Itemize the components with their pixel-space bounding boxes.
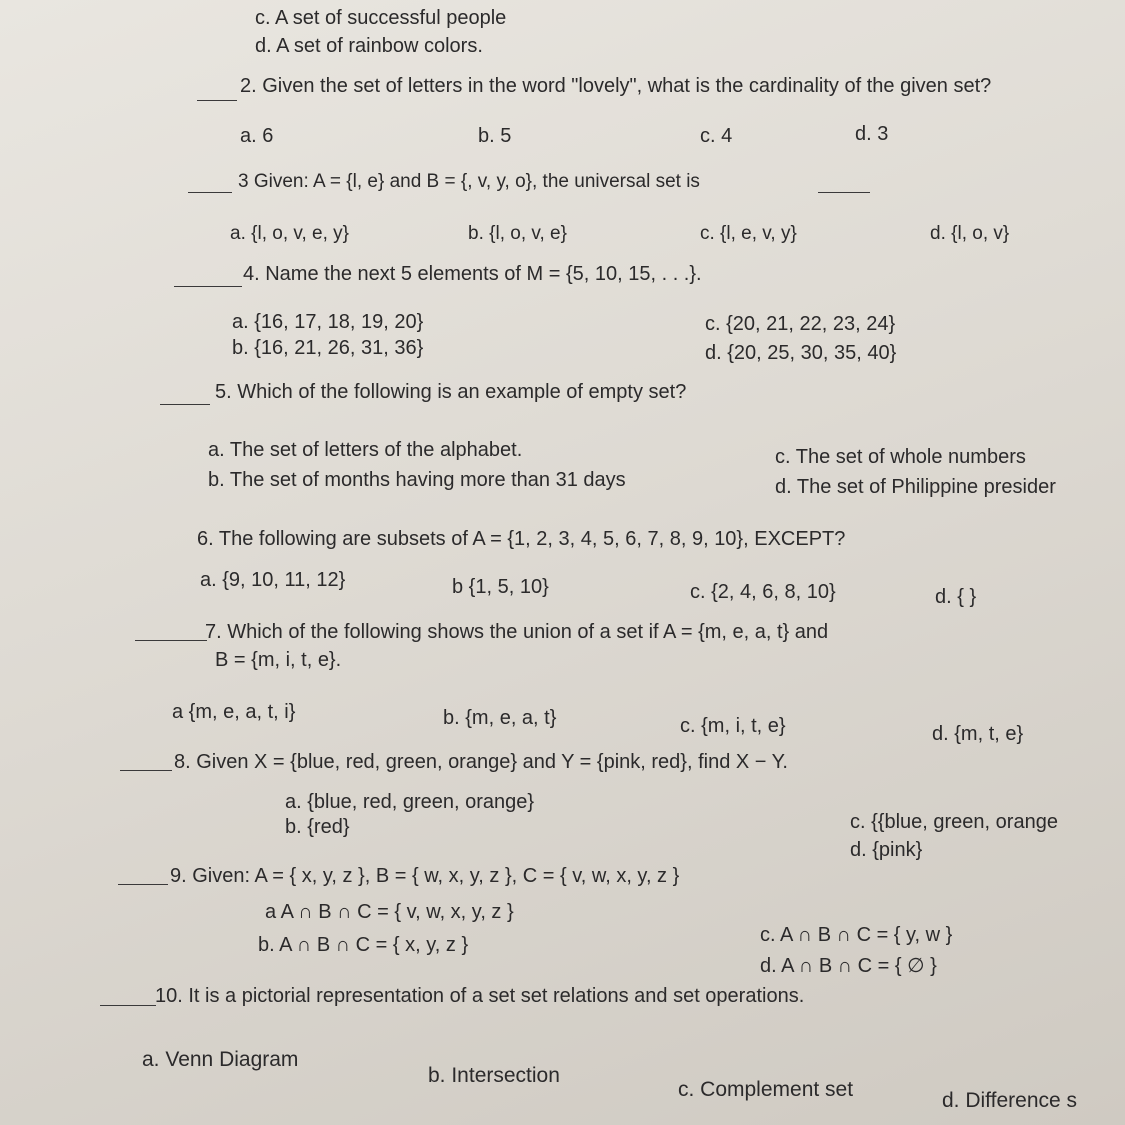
q2-option-b: b. 5 (478, 125, 512, 147)
q6-option-d: d. { } (935, 586, 977, 608)
answer-blank-7[interactable] (135, 640, 207, 641)
answer-blank-3a[interactable] (188, 192, 232, 193)
answer-blank-2[interactable] (197, 100, 237, 101)
q4-option-c: c. {20, 21, 22, 23, 24} (705, 313, 896, 335)
q5-option-a: a. The set of letters of the alphabet. (208, 439, 523, 461)
question-3: 3 Given: A = {l, e} and B = {, v, y, o}, the universal set is (238, 171, 700, 192)
question-7-line-2: B = {m, i, t, e}. (215, 649, 342, 671)
q7-option-c: c. {m, i, t, e} (680, 715, 786, 737)
q8-option-a: a. {blue, red, green, orange} (285, 791, 535, 813)
question-8: 8. Given X = {blue, red, green, orange} and Y = {pink, red}, find X − Y. (174, 751, 788, 773)
q5-option-d: d. The set of Philippine presider (775, 476, 1056, 498)
q10-option-b: b. Intersection (428, 1064, 560, 1087)
answer-blank-4[interactable] (174, 286, 242, 287)
answer-blank-8[interactable] (120, 770, 172, 771)
question-4: 4. Name the next 5 elements of M = {5, 10, 15, . . .}. (243, 263, 702, 285)
q9-option-d: d. A ∩ B ∩ C = { ∅ } (760, 955, 937, 977)
q3-option-a: a. {l, o, v, e, y} (230, 223, 349, 244)
q2-option-a: a. 6 (240, 125, 274, 147)
q9-option-b: b. A ∩ B ∩ C = { x, y, z } (258, 934, 469, 956)
q4-option-a: a. {16, 17, 18, 19, 20} (232, 311, 424, 333)
question-10: 10. It is a pictorial representation of a set set relations and set operations. (155, 985, 805, 1007)
q10-option-d: d. Difference s (942, 1089, 1078, 1112)
q5-option-c: c. The set of whole numbers (775, 446, 1026, 468)
q8-option-b: b. {red} (285, 816, 350, 838)
q2-option-d: d. 3 (855, 123, 889, 145)
question-2: 2. Given the set of letters in the word "lovely", what is the cardinality of the given set? (240, 75, 992, 97)
answer-blank-9[interactable] (118, 884, 168, 885)
q3-option-b: b. {l, o, v, e} (468, 223, 567, 244)
question-5: 5. Which of the following is an example of empty set? (215, 381, 687, 403)
q1-option-d: d. A set of rainbow colors. (255, 35, 483, 57)
q7-option-b: b. {m, e, a, t} (443, 707, 557, 729)
q6-option-c: c. {2, 4, 6, 8, 10} (690, 581, 836, 603)
question-9: 9. Given: A = { x, y, z }, B = { w, x, y, z }, C = { v, w, x, y, z } (170, 865, 680, 887)
q9-option-c: c. A ∩ B ∩ C = { y, w } (760, 924, 953, 946)
q7-option-a: a {m, e, a, t, i} (172, 701, 296, 723)
q4-option-b: b. {16, 21, 26, 31, 36} (232, 337, 424, 359)
q7-option-d: d. {m, t, e} (932, 723, 1024, 745)
q1-option-c: c. A set of successful people (255, 7, 507, 29)
q6-option-a: a. {9, 10, 11, 12} (200, 569, 346, 591)
q8-option-c: c. {{blue, green, orange (850, 811, 1058, 833)
q5-option-b: b. The set of months having more than 31 days (208, 469, 626, 491)
q8-option-d: d. {pink} (850, 839, 923, 861)
q2-option-c: c. 4 (700, 125, 733, 147)
answer-blank-3b[interactable] (818, 192, 870, 193)
q3-option-d: d. {l, o, v} (930, 223, 1010, 244)
q6-option-b: b {1, 5, 10} (452, 576, 549, 598)
q10-option-c: c. Complement set (678, 1078, 854, 1101)
q4-option-d: d. {20, 25, 30, 35, 40} (705, 342, 897, 364)
q3-option-c: c. {l, e, v, y} (700, 223, 797, 244)
question-6: 6. The following are subsets of A = {1, 2, 3, 4, 5, 6, 7, 8, 9, 10}, EXCEPT? (197, 528, 846, 550)
answer-blank-5[interactable] (160, 404, 210, 405)
q10-option-a: a. Venn Diagram (142, 1048, 299, 1071)
question-7-line-1: 7. Which of the following shows the union of a set if A = {m, e, a, t} and (205, 621, 829, 643)
answer-blank-10[interactable] (100, 1005, 156, 1006)
q9-option-a: a A ∩ B ∩ C = { v, w, x, y, z } (265, 901, 514, 923)
